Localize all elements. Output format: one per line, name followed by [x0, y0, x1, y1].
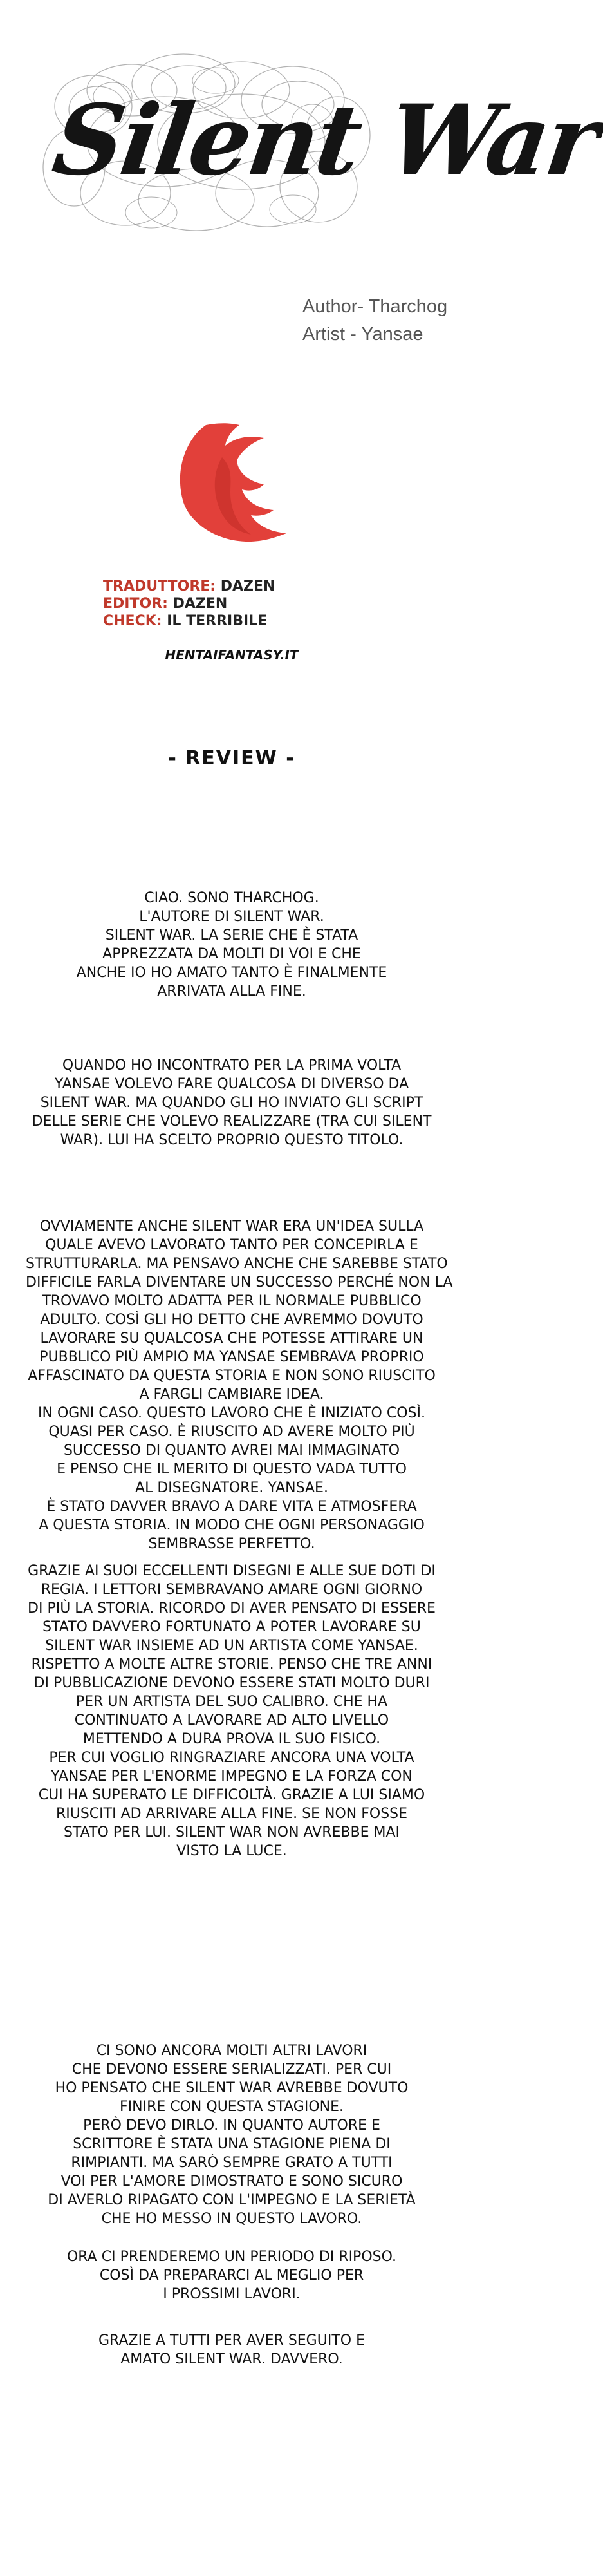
team-translator: TRADUTTORE: DAZEN — [103, 578, 275, 594]
paragraph-3: OVVIAMENTE ANCHE SILENT WAR ERA UN'IDEA SULLA QUALE AVEVO LAVORATO TANTO PER CONCEPIRLA E STRUTTURARLA. MA PENSAVO ANCHE CHE SAREBBE STATO DIFFICILE FARLA DIVENTARE UN SUCCESSO PERCHÉ NON LA TROVAVO MOLTO ADATTA PER IL NORMALE PUBBLICO ADULTO. COSÌ GLI HO DETTO CHE AVREMMO DOVUTO LAVORARE SU QUALCOSA CHE POTESSE ATTIRARE UN PUBBLICO PIÙ AMPIO MA YANSAE SEMBRAVA PROPRIO AFFASCINATO DA QUESTA STORIA E NON SONO RIUSCITO A FARGLI CAMBIARE IDEA. IN OGNI CASO. QUESTO LAVORO CHE È INIZIATO COSÌ. QUASI PER CASO. È RIUSCITO AD AVERE MOLTO PIÙ SUCCESSO DI QUANTO AVREI MAI IMMAGINATO E PENSO CHE IL MERITO DI QUESTO VADA TUTTO AL DISEGNATORE. YANSAE. È STATO DAVVER BRAVO A DARE VITA E ATMOSFERA A QUESTA STORIA. IN MODO CHE OGNI PERSONAGGIO SEMBRASSE PERFETTO. — [26, 1218, 453, 1552]
logo-title: Silent War — [46, 84, 603, 197]
artist-credit: Artist - Yansae — [302, 324, 423, 345]
paragraph-2: QUANDO HO INCONTRATO PER LA PRIMA VOLTA YANSAE VOLEVO FARE QUALCOSA DI DIVERSO DA SILENT WAR. MA QUANDO GLI HO INVIATO GLI SCRIPT DELLE SERIE CHE VOLEVO REALIZZARE (TRA CUI SILENT WAR). LUI HA SCELTO PROPRIO QUESTO TITOLO. — [32, 1057, 432, 1148]
series-logo — [35, 45, 603, 251]
paragraph-5: CI SONO ANCORA MOLTI ALTRI LAVORI CHE DEVONO ESSERE SERIALIZZATI. PER CUI HO PENSATO CHE SILENT WAR AVREBBE DOVUTO FINIRE CON QUESTA STAGIONE. PERÒ DEVO DIRLO. IN QUANTO AUTORE E SCRITTORE È STATA UNA STAGIONE PIENA DI RIMPIANTI. MA SARÒ SEMPRE GRATO A TUTTI VOI PER L'AMORE DIMOSTRATO E SONO SICURO DI AVERLO RIPAGATO CON L'IMPEGNO E LA SERIETÀ CHE HO MESSO IN QUESTO LAVORO. — [48, 2043, 416, 2227]
paragraph-6: ORA CI PRENDEREMO UN PERIODO DI RIPOSO. COSÌ DA PREPARARCI AL MEGLIO PER I PROSSIMI LAVORI. — [66, 2249, 397, 2302]
team-editor: EDITOR: DAZEN — [103, 596, 228, 612]
paragraph-4: GRAZIE AI SUOI ECCELLENTI DISEGNI E ALLE SUE DOTI DI REGIA. I LETTORI SEMBRAVANO AMARE OGNI GIORNO DI PIÙ LA STORIA. RICORDO DI AVER PENSATO DI ESSERE STATO DAVVERO FORTUNATO A POTER LAVORARE SU SILENT WAR INSIEME AD UN ARTISTA COME YANSAE. RISPETTO A MOLTE ALTRE STORIE. PENSO CHE TRE ANNI DI PUBBLICAZIONE DEVONO ESSERE STATI MOLTO DURI PER UN ARTISTA DEL SUO CALIBRO. CHE HA CONTINUATO A LAVORARE AD ALTO LIVELLO METTENDO A DURA PROVA IL SUO FISICO. PER CUI VOGLIO RINGRAZIARE ANCORA UNA VOLTA YANSAE PER L'ENORME IMPEGNO E LA FORZA CON CUI HA SUPERATO LE DIFFICOLTÀ. GRAZIE A LUI SIAMO RIUSCITI AD ARRIVARE ALLA FINE. SE NON FOSSE STATO PER LUI. SILENT WAR NON AVREBBE MAI VISTO LA LUCE. — [28, 1563, 436, 1859]
review-title: - REVIEW - — [168, 747, 295, 770]
paragraph-7: GRAZIE A TUTTI PER AVER SEGUITO E AMATO SILENT WAR. DAVVERO. — [98, 2333, 365, 2367]
site-name: HENTAIFANTASY.IT — [165, 647, 299, 663]
team-check: CHECK: IL TERRIBILE — [103, 613, 268, 629]
flame-icon — [161, 412, 309, 554]
author-credit: Author- Tharchog — [302, 296, 448, 317]
paragraph-1: CIAO. SONO THARCHOG. L'AUTORE DI SILENT WAR. SILENT WAR. LA SERIE CHE È STATA APPREZZATA DA MOLTI DI VOI E CHE ANCHE IO HO AMATO TANTO È FINALMENTE ARRIVATA ALLA FINE. — [76, 890, 387, 999]
